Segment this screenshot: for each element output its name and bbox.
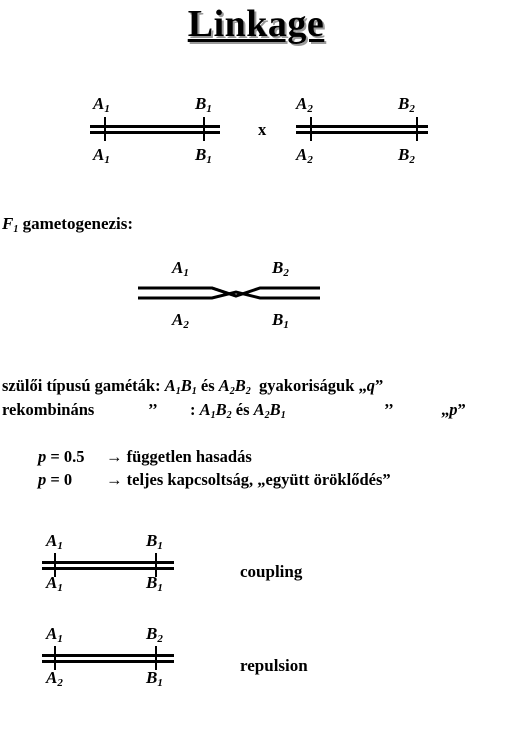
rule-condition: p = 0.5: [38, 447, 85, 466]
allele-label: $A_1$: [46, 573, 63, 594]
allele-label: $A_2$: [172, 310, 189, 331]
recombinant-frequency: „p”: [441, 400, 466, 419]
allele-label: $B_2$: [146, 624, 163, 645]
locus-marker: [155, 646, 157, 670]
page-title: Linkage: [187, 3, 325, 45]
cross-symbol: x: [258, 120, 267, 139]
rule-result: → független hasadás: [106, 447, 252, 466]
allele-label: $B_2$: [398, 94, 415, 115]
allele-label: $A_1$: [46, 624, 63, 645]
allele-label: $A_1$: [93, 94, 110, 115]
recombinant-label: rekombináns: [2, 400, 95, 419]
locus-marker: [54, 646, 56, 670]
repulsion-label: repulsion: [240, 656, 308, 675]
f1-heading: $F_1$ gametogenezis:: [2, 214, 134, 235]
allele-label: $B_2$: [272, 258, 289, 279]
ditto-mark: ’’: [148, 400, 158, 419]
parental-gametes-line: szülői típusú gaméták: $A_1B_1$ és $A_2B_2$ gyakoriságuk „q”: [2, 376, 384, 397]
allele-label: $A_2$: [296, 94, 313, 115]
recombinant-gametes: : $A_1B_2$ és $A_2B_1$: [190, 400, 286, 421]
allele-label: $A_2$: [46, 668, 63, 689]
allele-label: $B_1$: [272, 310, 289, 331]
allele-label: $A_1$: [46, 531, 63, 552]
allele-label: $B_1$: [146, 531, 163, 552]
allele-label: $A_2$: [296, 145, 313, 166]
allele-label: $B_2$: [398, 145, 415, 166]
rule-condition: p = 0: [38, 470, 73, 489]
allele-label: $B_1$: [195, 145, 212, 166]
coupling-label: coupling: [240, 562, 303, 581]
ditto-mark: ’’: [384, 400, 394, 419]
allele-label: $B_1$: [195, 94, 212, 115]
allele-label: $B_1$: [146, 573, 163, 594]
allele-label: $A_1$: [172, 258, 189, 279]
allele-label: $B_1$: [146, 668, 163, 689]
allele-label: $A_1$: [93, 145, 110, 166]
rule-result: → teljes kapcsoltság, „együtt öröklődés”: [106, 470, 391, 489]
